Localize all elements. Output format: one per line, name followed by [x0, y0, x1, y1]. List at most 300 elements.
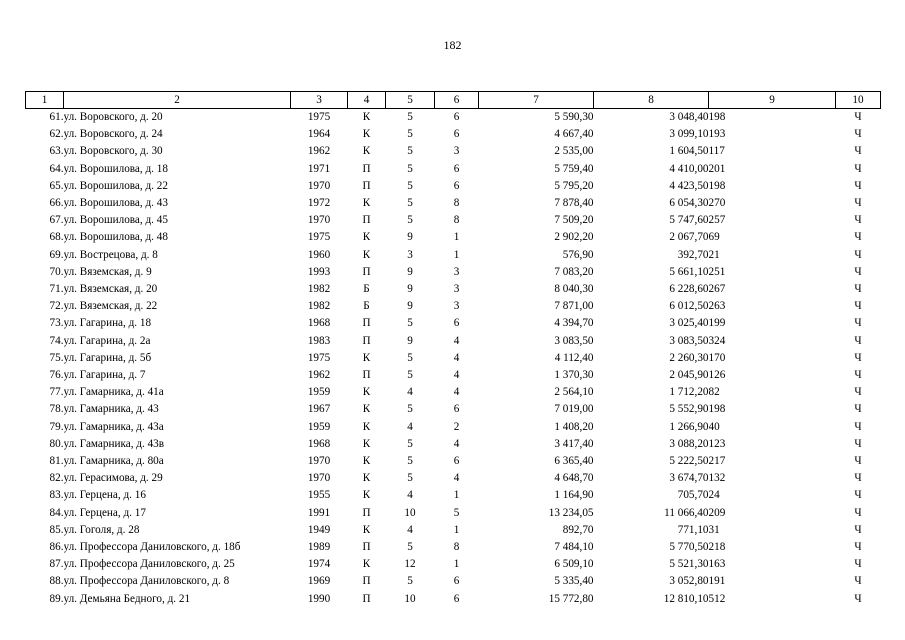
- living-area-cell: 5 521,30: [669, 558, 709, 571]
- address-cell: ул. Вяземская, д. 20: [63, 283, 158, 296]
- living-area-cell: 5 747,60: [669, 214, 709, 227]
- address-cell: ул. Воровского, д. 20: [63, 111, 163, 123]
- row-number-cell: 89.: [49, 592, 64, 605]
- floors-cell: 5: [407, 111, 413, 123]
- column-header: 9: [709, 92, 836, 109]
- living-area-cell: 5 770,50: [669, 541, 709, 554]
- entrances-cell: 8: [453, 197, 460, 210]
- row-number-cell: 79.: [49, 420, 64, 433]
- ownership-cell: Ч: [854, 472, 862, 485]
- living-area-cell: 5 661,10: [669, 265, 709, 278]
- address-cell: ул. Гамарника, д. 80а: [63, 455, 164, 468]
- residents-cell: 31: [708, 523, 720, 536]
- residents-cell: 199: [708, 317, 726, 330]
- ownership-cell: Ч: [854, 558, 862, 571]
- ownership-cell: Ч: [854, 351, 862, 364]
- residents-cell: 198: [708, 111, 726, 123]
- ownership-cell: Ч: [854, 214, 862, 227]
- floors-cell: 5: [407, 403, 413, 416]
- total-area-cell: 7 878,40: [554, 197, 594, 210]
- column-header: 8: [594, 92, 709, 109]
- residents-cell: 126: [708, 369, 726, 382]
- residents-cell: 132: [708, 472, 726, 485]
- entrances-cell: 6: [453, 592, 460, 605]
- entrances-cell: 2: [453, 420, 460, 433]
- ownership-cell: Ч: [854, 231, 862, 244]
- wall-material-cell: К: [362, 386, 371, 399]
- entrances-cell: 6: [453, 162, 460, 175]
- address-cell: ул. Вяземская, д. 9: [63, 265, 152, 278]
- table-row: [26, 573, 881, 590]
- floors-cell: 5: [407, 472, 413, 485]
- table-row: [26, 109, 881, 127]
- address-cell: ул. Ворошилова, д. 48: [63, 231, 168, 244]
- row-number-cell: 86.: [49, 541, 64, 554]
- residents-cell: 251: [708, 265, 726, 278]
- residents-cell: 21: [708, 248, 720, 261]
- row-number-cell: 76.: [49, 369, 64, 382]
- table-row: [26, 350, 881, 367]
- table-row: [26, 556, 881, 573]
- living-area-cell: 1 604,50: [669, 145, 709, 158]
- column-header: 5: [386, 92, 435, 109]
- table-row: [26, 333, 881, 350]
- living-area-cell: 705,70: [677, 489, 709, 502]
- table-row: [26, 315, 881, 332]
- ownership-cell: Ч: [854, 300, 862, 313]
- total-area-cell: 2 564,10: [554, 386, 594, 399]
- table-row: [26, 453, 881, 470]
- entrances-cell: 1: [453, 523, 460, 536]
- floors-cell: 5: [407, 179, 413, 192]
- table-row: [26, 505, 881, 522]
- build-year-cell: 1964: [307, 128, 331, 141]
- row-number-cell: 80.: [49, 437, 64, 450]
- total-area-cell: 5 590,30: [554, 111, 594, 123]
- table-row: [26, 419, 881, 436]
- build-year-cell: 1975: [307, 111, 331, 123]
- entrances-cell: 1: [453, 231, 460, 244]
- total-area-cell: 2 535,00: [554, 145, 594, 158]
- entrances-cell: 6: [453, 111, 460, 123]
- entrances-cell: 1: [453, 489, 460, 502]
- entrances-cell: 6: [453, 179, 460, 192]
- ownership-cell: Ч: [854, 386, 862, 399]
- row-number-cell: 72.: [49, 300, 64, 313]
- column-header: 4: [348, 92, 386, 109]
- floors-cell: 5: [407, 145, 413, 158]
- total-area-cell: 7 871,00: [554, 300, 594, 313]
- wall-material-cell: К: [362, 351, 371, 364]
- wall-material-cell: Б: [363, 300, 370, 313]
- entrances-cell: 4: [453, 437, 460, 450]
- address-cell: ул. Гагарина, д. 18: [63, 317, 152, 330]
- entrances-cell: 4: [453, 369, 460, 382]
- residents-cell: 209: [708, 506, 726, 519]
- wall-material-cell: П: [362, 317, 371, 330]
- floors-cell: 5: [407, 369, 413, 382]
- build-year-cell: 1970: [307, 214, 331, 227]
- build-year-cell: 1968: [307, 437, 331, 450]
- ownership-cell: Ч: [854, 111, 862, 123]
- build-year-cell: 1972: [307, 197, 331, 210]
- row-number-cell: 78.: [49, 403, 64, 416]
- residents-cell: 512: [708, 592, 726, 605]
- floors-cell: 3: [407, 248, 413, 261]
- build-year-cell: 1982: [307, 283, 331, 296]
- floors-cell: 5: [407, 455, 413, 468]
- living-area-cell: 771,10: [677, 523, 709, 536]
- row-number-cell: 77.: [49, 386, 64, 399]
- entrances-cell: 3: [453, 283, 460, 296]
- wall-material-cell: П: [362, 369, 371, 382]
- table-row: [26, 143, 881, 160]
- row-number-cell: 71.: [49, 283, 64, 296]
- residents-cell: 263: [708, 300, 726, 313]
- entrances-cell: 1: [453, 248, 460, 261]
- table-row: [26, 264, 881, 281]
- floors-cell: 5: [407, 351, 413, 364]
- housing-register-table: [25, 91, 881, 608]
- entrances-cell: 3: [453, 265, 460, 278]
- table-row: [26, 401, 881, 418]
- floors-cell: 9: [407, 283, 413, 296]
- entrances-cell: 4: [453, 351, 460, 364]
- build-year-cell: 1969: [307, 575, 331, 588]
- living-area-cell: 12 810,10: [663, 592, 709, 605]
- address-cell: ул. Гамарника, д. 43а: [63, 420, 164, 433]
- build-year-cell: 1960: [307, 248, 331, 261]
- address-cell: ул. Ворошилова, д. 22: [63, 179, 168, 192]
- residents-cell: 201: [708, 162, 726, 175]
- entrances-cell: 8: [453, 541, 460, 554]
- ownership-cell: Ч: [854, 437, 862, 450]
- living-area-cell: 3 099,10: [669, 128, 709, 141]
- total-area-cell: 7 019,00: [554, 403, 594, 416]
- address-cell: ул. Ворошилова, д. 43: [63, 197, 168, 210]
- ownership-cell: Ч: [854, 128, 862, 141]
- ownership-cell: Ч: [854, 369, 862, 382]
- row-number-cell: 82.: [49, 472, 64, 485]
- column-header: 1: [26, 92, 64, 109]
- living-area-cell: 6 012,50: [669, 300, 709, 313]
- build-year-cell: 1991: [307, 506, 331, 519]
- ownership-cell: Ч: [854, 283, 862, 296]
- entrances-cell: 4: [453, 334, 460, 347]
- build-year-cell: 1949: [307, 523, 331, 536]
- ownership-cell: Ч: [854, 197, 862, 210]
- table-row: [26, 212, 881, 229]
- wall-material-cell: К: [362, 128, 371, 141]
- wall-material-cell: К: [362, 248, 371, 261]
- entrances-cell: 3: [453, 300, 460, 313]
- wall-material-cell: К: [362, 472, 371, 485]
- row-number-cell: 85.: [49, 523, 64, 536]
- table-row: [26, 126, 881, 143]
- wall-material-cell: П: [362, 162, 371, 175]
- total-area-cell: 576,90: [562, 248, 594, 261]
- wall-material-cell: К: [362, 437, 371, 450]
- ownership-cell: Ч: [854, 506, 862, 519]
- address-cell: ул. Герцена, д. 17: [63, 506, 146, 519]
- table-row: [26, 229, 881, 246]
- total-area-cell: 4 112,40: [554, 351, 594, 364]
- build-year-cell: 1959: [307, 386, 331, 399]
- floors-cell: 9: [407, 300, 413, 313]
- row-number-cell: 75.: [49, 351, 64, 364]
- floors-cell: 12: [404, 558, 416, 571]
- total-area-cell: 4 667,40: [554, 128, 594, 141]
- total-area-cell: 1 164,90: [554, 489, 594, 502]
- column-header: 6: [435, 92, 479, 109]
- address-cell: ул. Гамарника, д. 41а: [63, 386, 164, 399]
- address-cell: ул. Демьяна Бедного, д. 21: [63, 592, 191, 605]
- wall-material-cell: П: [362, 506, 371, 519]
- floors-cell: 10: [404, 506, 416, 519]
- total-area-cell: 6 509,10: [554, 558, 594, 571]
- total-area-cell: 5 335,40: [554, 575, 594, 588]
- ownership-cell: Ч: [854, 179, 862, 192]
- floors-cell: 5: [407, 541, 413, 554]
- address-cell: ул. Ворошилова, д. 18: [63, 162, 168, 175]
- build-year-cell: 1993: [307, 265, 331, 278]
- living-area-cell: 3 674,70: [669, 472, 709, 485]
- address-cell: ул. Вострецова, д. 8: [63, 248, 158, 261]
- ownership-cell: Ч: [854, 317, 862, 330]
- total-area-cell: 2 902,20: [554, 231, 594, 244]
- row-number-cell: 68.: [49, 231, 64, 244]
- table-row: [26, 195, 881, 212]
- living-area-cell: 2 260,30: [669, 351, 709, 364]
- build-year-cell: 1955: [307, 489, 331, 502]
- wall-material-cell: К: [362, 111, 371, 123]
- row-number-cell: 64.: [49, 162, 64, 175]
- column-header: 10: [836, 92, 881, 109]
- table-row: [26, 470, 881, 487]
- residents-cell: 191: [708, 575, 726, 588]
- address-cell: ул. Герасимова, д. 29: [63, 472, 163, 485]
- address-cell: ул. Воровского, д. 30: [63, 145, 163, 158]
- entrances-cell: 8: [453, 214, 460, 227]
- column-number-header-row: [26, 92, 881, 109]
- table-row: [26, 298, 881, 315]
- address-cell: ул. Профессора Даниловского, д. 18б: [63, 541, 241, 554]
- build-year-cell: 1970: [307, 472, 331, 485]
- floors-cell: 4: [407, 420, 413, 433]
- ownership-cell: Ч: [854, 489, 862, 502]
- wall-material-cell: К: [362, 145, 371, 158]
- ownership-cell: Ч: [854, 334, 862, 347]
- address-cell: ул. Ворошилова, д. 45: [63, 214, 168, 227]
- total-area-cell: 4 648,70: [554, 472, 594, 485]
- total-area-cell: 1 370,30: [554, 369, 594, 382]
- residents-cell: 24: [708, 489, 720, 502]
- wall-material-cell: К: [362, 231, 371, 244]
- living-area-cell: 3 025,40: [669, 317, 709, 330]
- residents-cell: 170: [708, 351, 726, 364]
- ownership-cell: Ч: [854, 455, 862, 468]
- build-year-cell: 1968: [307, 317, 331, 330]
- address-cell: ул. Профессора Даниловского, д. 25: [63, 558, 235, 571]
- floors-cell: 9: [407, 265, 413, 278]
- table-row: [26, 522, 881, 539]
- build-year-cell: 1970: [307, 179, 331, 192]
- entrances-cell: 6: [453, 455, 460, 468]
- total-area-cell: 7 484,10: [554, 541, 594, 554]
- table-row: [26, 384, 881, 401]
- build-year-cell: 1974: [307, 558, 331, 571]
- row-number-cell: 83.: [49, 489, 64, 502]
- wall-material-cell: П: [362, 592, 371, 605]
- total-area-cell: 13 234,05: [548, 506, 594, 519]
- row-number-cell: 65.: [49, 179, 64, 192]
- row-number-cell: 69.: [49, 248, 64, 261]
- address-cell: ул. Герцена, д. 16: [63, 489, 146, 502]
- living-area-cell: 6 054,30: [669, 197, 709, 210]
- row-number-cell: 62.: [49, 128, 64, 141]
- total-area-cell: 5 795,20: [554, 179, 594, 192]
- wall-material-cell: П: [362, 179, 371, 192]
- floors-cell: 5: [407, 128, 413, 141]
- build-year-cell: 1975: [307, 351, 331, 364]
- entrances-cell: 4: [453, 386, 460, 399]
- row-number-cell: 61.: [49, 111, 64, 123]
- entrances-cell: 5: [453, 506, 460, 519]
- row-number-cell: 73.: [49, 317, 64, 330]
- wall-material-cell: К: [362, 523, 371, 536]
- ownership-cell: Ч: [854, 162, 862, 175]
- residents-cell: 198: [708, 403, 726, 416]
- residents-cell: 69: [708, 231, 720, 244]
- entrances-cell: 6: [453, 317, 460, 330]
- residents-cell: 82: [708, 386, 720, 399]
- build-year-cell: 1975: [307, 231, 331, 244]
- table-row: [26, 591, 881, 608]
- total-area-cell: 4 394,70: [554, 317, 594, 330]
- row-number-cell: 67.: [49, 214, 64, 227]
- total-area-cell: 5 759,40: [554, 162, 594, 175]
- total-area-cell: 7 083,20: [554, 265, 594, 278]
- build-year-cell: 1967: [307, 403, 331, 416]
- residents-cell: 217: [708, 455, 726, 468]
- wall-material-cell: Б: [363, 283, 370, 296]
- floors-cell: 5: [407, 437, 413, 450]
- floors-cell: 4: [407, 489, 413, 502]
- residents-cell: 163: [708, 558, 726, 571]
- table-row: [26, 178, 881, 195]
- column-header: 3: [291, 92, 348, 109]
- living-area-cell: 5 552,90: [669, 403, 709, 416]
- ownership-cell: Ч: [854, 575, 862, 588]
- living-area-cell: 11 066,40: [664, 506, 709, 519]
- ownership-cell: Ч: [854, 248, 862, 261]
- residents-cell: 193: [708, 128, 726, 141]
- entrances-cell: 6: [453, 403, 460, 416]
- table-row: [26, 161, 881, 178]
- floors-cell: 4: [407, 386, 413, 399]
- row-number-cell: 87.: [49, 558, 64, 571]
- build-year-cell: 1990: [307, 592, 331, 605]
- build-year-cell: 1971: [307, 162, 331, 175]
- living-area-cell: 3 088,20: [669, 437, 709, 450]
- build-year-cell: 1962: [307, 369, 331, 382]
- living-area-cell: 2 045,90: [669, 369, 709, 382]
- column-header: 2: [64, 92, 291, 109]
- table-row: [26, 487, 881, 504]
- wall-material-cell: К: [362, 403, 371, 416]
- table-row: [26, 539, 881, 556]
- row-number-cell: 84.: [49, 506, 64, 519]
- address-cell: ул. Гагарина, д. 5б: [63, 351, 152, 364]
- table-row: [26, 367, 881, 384]
- entrances-cell: 3: [453, 145, 460, 158]
- residents-cell: 40: [708, 420, 720, 433]
- residents-cell: 198: [708, 179, 726, 192]
- wall-material-cell: П: [362, 334, 371, 347]
- address-cell: ул. Гагарина, д. 2а: [63, 334, 151, 347]
- floors-cell: 9: [407, 334, 413, 347]
- address-cell: ул. Гагарина, д. 7: [63, 369, 146, 382]
- residents-cell: 218: [708, 541, 726, 554]
- living-area-cell: 4 410,00: [669, 162, 709, 175]
- total-area-cell: 6 365,40: [554, 455, 594, 468]
- entrances-cell: 6: [453, 575, 460, 588]
- living-area-cell: 5 222,50: [669, 455, 709, 468]
- residents-cell: 324: [708, 334, 726, 347]
- address-cell: ул. Воровского, д. 24: [63, 128, 163, 141]
- build-year-cell: 1983: [307, 334, 331, 347]
- floors-cell: 5: [407, 214, 413, 227]
- living-area-cell: 4 423,50: [669, 179, 709, 192]
- ownership-cell: Ч: [854, 145, 862, 158]
- entrances-cell: 4: [453, 472, 460, 485]
- living-area-cell: 1 266,90: [669, 420, 709, 433]
- table-row: [26, 247, 881, 264]
- table-row: [26, 281, 881, 298]
- page-number: 182: [443, 38, 462, 52]
- address-cell: ул. Гамарника, д. 43: [63, 403, 159, 416]
- row-number-cell: 70.: [49, 265, 64, 278]
- residents-cell: 270: [708, 197, 726, 210]
- build-year-cell: 1970: [307, 455, 331, 468]
- table-body: [26, 109, 881, 608]
- floors-cell: 5: [407, 317, 413, 330]
- total-area-cell: 1 408,20: [554, 420, 594, 433]
- floors-cell: 4: [407, 523, 413, 536]
- ownership-cell: Ч: [854, 541, 862, 554]
- floors-cell: 10: [404, 592, 416, 605]
- table-row: [26, 436, 881, 453]
- build-year-cell: 1989: [307, 541, 331, 554]
- floors-cell: 9: [407, 231, 413, 244]
- column-header: 7: [479, 92, 594, 109]
- address-cell: ул. Профессора Даниловского, д. 8: [63, 575, 230, 588]
- residents-cell: 257: [708, 214, 726, 227]
- ownership-cell: Ч: [854, 420, 862, 433]
- total-area-cell: 15 772,80: [548, 592, 594, 605]
- entrances-cell: 1: [453, 558, 460, 571]
- residents-cell: 117: [708, 145, 725, 158]
- total-area-cell: 3 417,40: [554, 437, 594, 450]
- residents-cell: 123: [708, 437, 726, 450]
- address-cell: ул. Гоголя, д. 28: [63, 523, 140, 536]
- floors-cell: 5: [407, 575, 413, 588]
- living-area-cell: 6 228,60: [669, 283, 709, 296]
- row-number-cell: 81.: [49, 455, 64, 468]
- address-cell: ул. Гамарника, д. 43в: [63, 437, 165, 450]
- address-cell: ул. Вяземская, д. 22: [63, 300, 158, 313]
- floors-cell: 5: [407, 162, 413, 175]
